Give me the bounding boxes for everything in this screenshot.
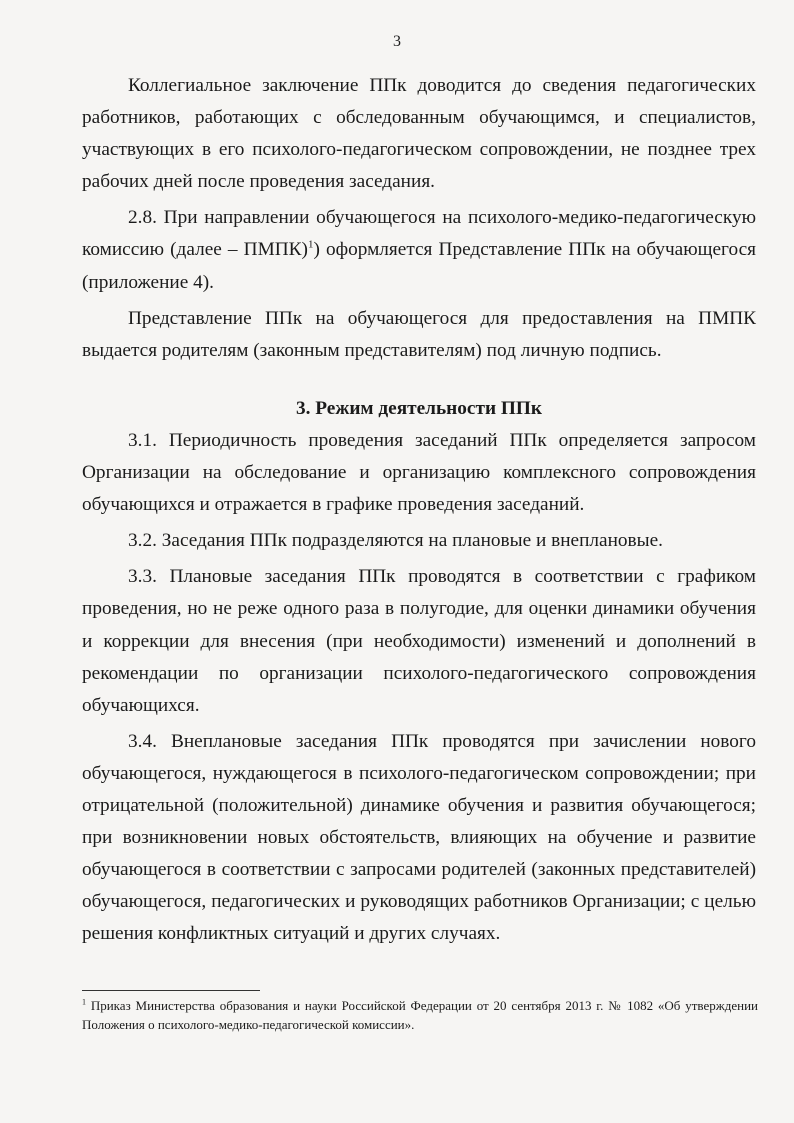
page-number: 3 (393, 33, 401, 50)
paragraph-representation: Представление ППк на обучающегося для предоставления на ПМПК выдается родителям (законным представителям) под личную подпись. (82, 307, 756, 361)
paragraph-2-8 (82, 202, 756, 298)
paragraph-collegial-conclusion: Коллегиальное заключение ППк доводится до сведения педагогических работников, работающих с обследованным обучающимся, и специалистов, участвующих в его психолого-педагогическом сопровождении, не позднее трех рабочих дней после проведения заседания. (82, 75, 756, 193)
paragraph-3-2: 3.2. Заседания ППк подразделяются на плановые и внеплановые. (128, 530, 663, 552)
document-body (82, 70, 756, 954)
footnote-reference: 1 (307, 239, 314, 252)
paragraph-2-8-text-start: 2.8. При направлении обучающегося на психолого-медико-педагогическую комиссию (далее – ПМПК) (82, 207, 756, 261)
footnote-divider (82, 990, 260, 991)
footnote-text: Приказ Министерства образования и науки Российской Федерации от 20 сентября 2013 г. № 1082 «Об утверждении Положения о психолого-медико-педагогической комиссии». (82, 998, 758, 1032)
paragraph-2-8-text-end: ) оформляется Представление ППк на обучающегося (приложение 4). (82, 239, 756, 293)
footnote (82, 996, 758, 1034)
paragraph-3-4: 3.4. Внеплановые заседания ППк проводятся при зачислении нового обучающегося, нуждающегося в психолого-педагогическом сопровождении; при отрицательной (положительной) динамике обучения и развития обучающегося; при возникновении новых обстоятельств, влияющих на обучение и развитие обучающегося в соответствии с запросами родителей (законных представителей) обучающегося, педагогических и руководящих работников Организации; с целью решения конфликтных ситуаций и других случаях. (82, 730, 756, 945)
paragraph-3-1: 3.1. Периодичность проведения заседаний ППк определяется запросом Организации на обследование и организацию комплексного сопровождения обучающихся и отражается в графике проведения заседаний. (82, 429, 756, 516)
paragraph-3-3: 3.3. Плановые заседания ППк проводятся в соответствии с графиком проведения, но не реже одного раза в полугодие, для оценки динамики обучения и коррекции для внесения (при необходимости) изменений и дополнений в рекомендации по организации психолого-педагогического сопровождения обучающихся. (82, 566, 756, 716)
section-3-heading: 3. Режим деятельности ППк (295, 397, 542, 419)
footnote-marker: 1 (82, 997, 86, 1007)
